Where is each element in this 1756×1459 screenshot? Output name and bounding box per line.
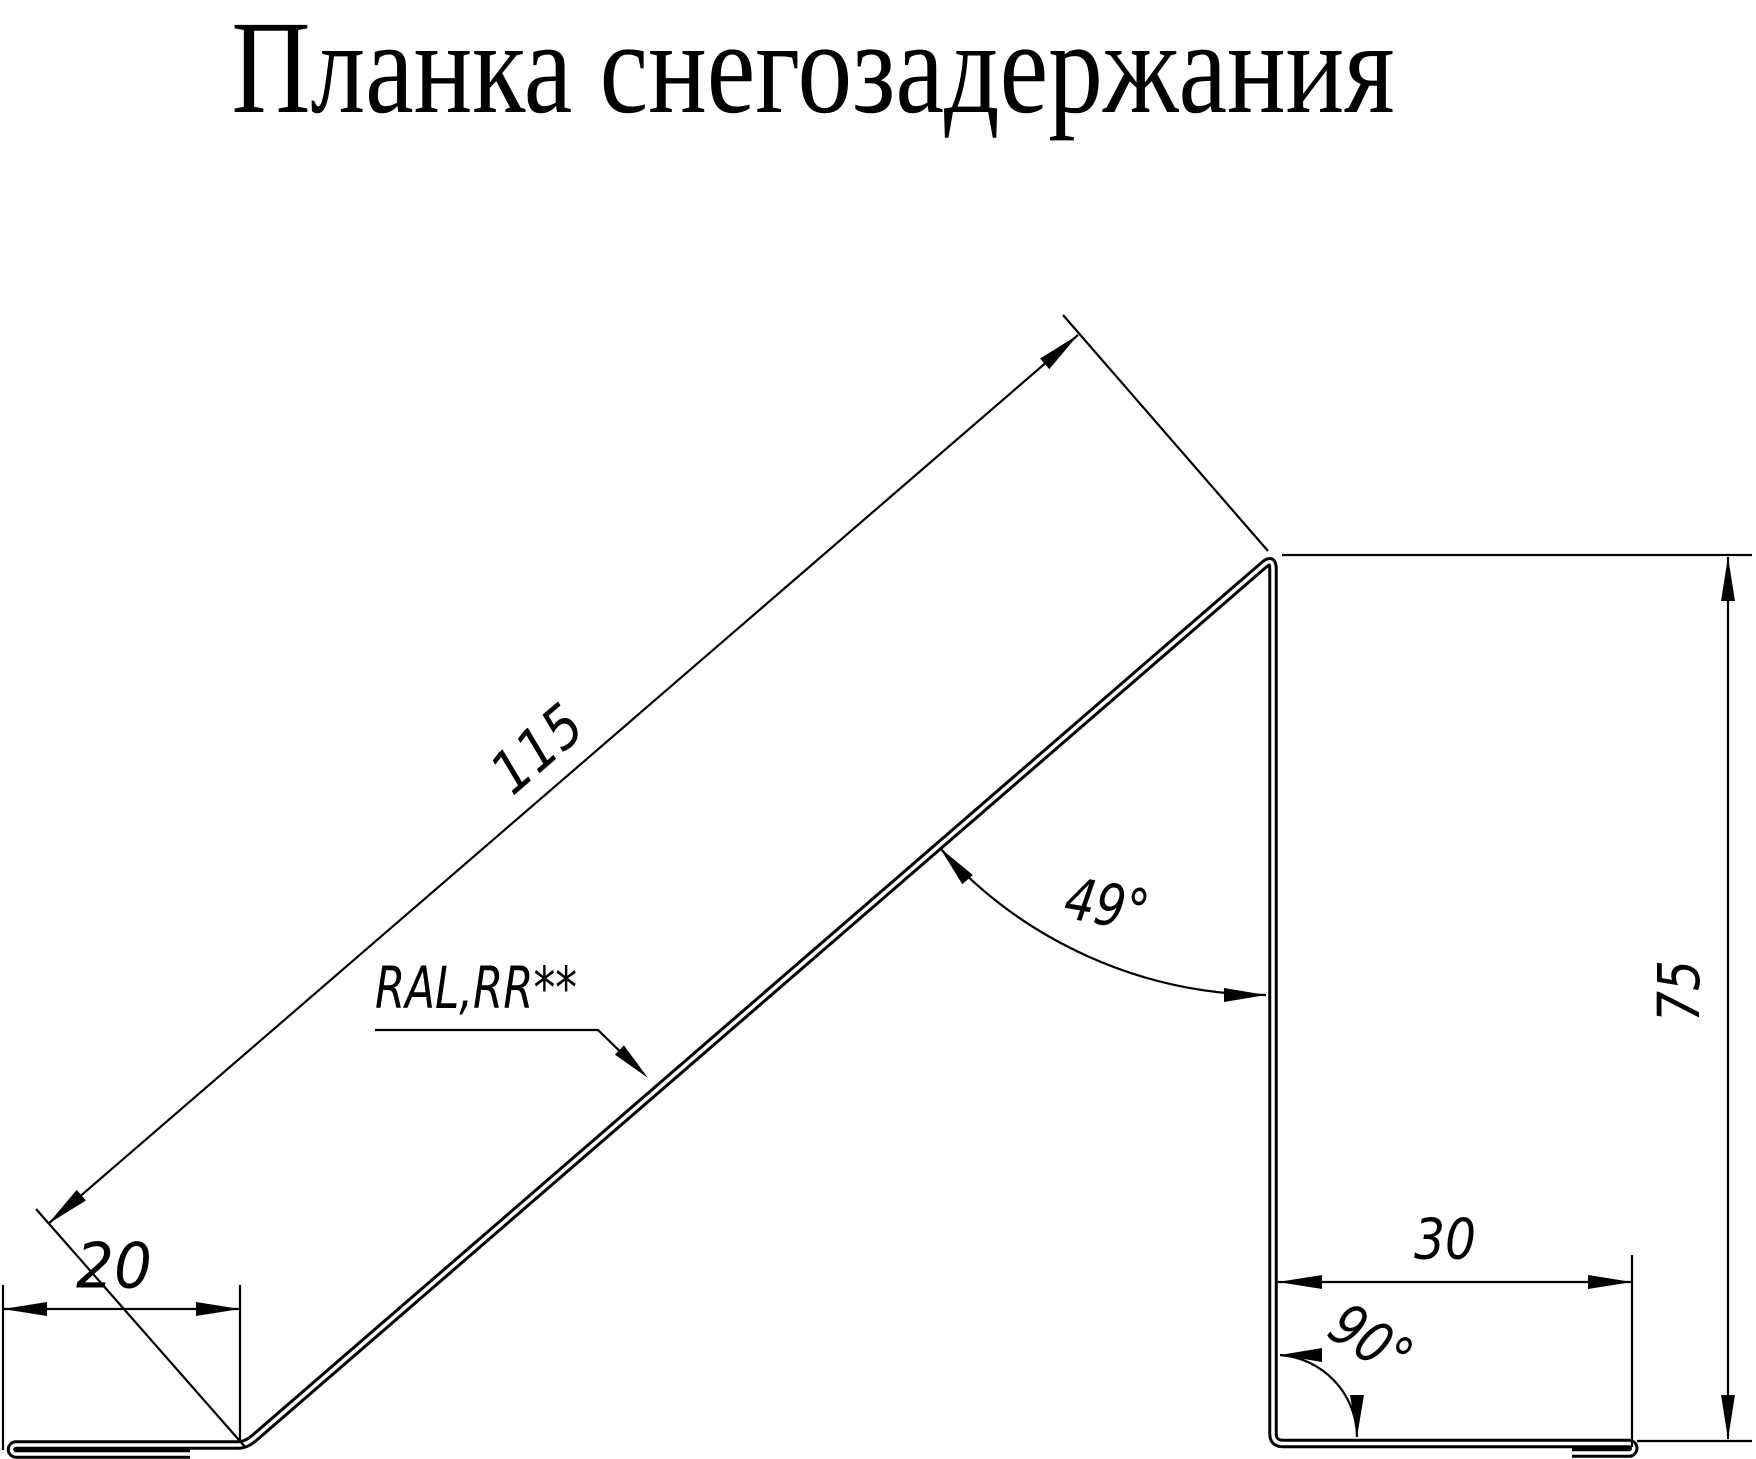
dimension-line <box>48 335 1078 1224</box>
angle-49-label: 49° <box>1059 864 1173 950</box>
arrowhead <box>1350 1395 1364 1437</box>
arrowhead <box>196 1302 240 1316</box>
angle-49 <box>940 848 1266 1002</box>
dim-75-label: 75 <box>1645 948 1713 1022</box>
arrowhead <box>48 1190 86 1224</box>
drawing-title: Планка снегозадержания <box>231 0 1395 141</box>
dim-115-label: 115 <box>476 683 606 808</box>
arrowhead <box>615 1045 648 1078</box>
angle-90-label: 90° <box>1317 1289 1441 1403</box>
dim-20-label: 20 <box>76 1229 152 1303</box>
arrowhead <box>1721 557 1735 601</box>
extension-line <box>1063 315 1268 551</box>
dimension-20 <box>3 1230 240 1451</box>
angle-arc <box>1280 1355 1357 1437</box>
coating-leader <box>375 954 648 1078</box>
arrowhead <box>1721 1395 1735 1439</box>
dim-30-label: 30 <box>1414 1207 1476 1273</box>
arrowhead <box>1224 988 1266 1002</box>
leader-line <box>375 1030 640 1071</box>
coating-label: RAL,RR** <box>375 954 577 1022</box>
arrowhead <box>1040 335 1078 369</box>
arrowhead <box>1588 1275 1632 1289</box>
arrowhead <box>940 848 973 884</box>
angle-90 <box>1280 1289 1441 1437</box>
arrowhead <box>3 1302 47 1316</box>
arrowhead <box>1278 1275 1322 1289</box>
